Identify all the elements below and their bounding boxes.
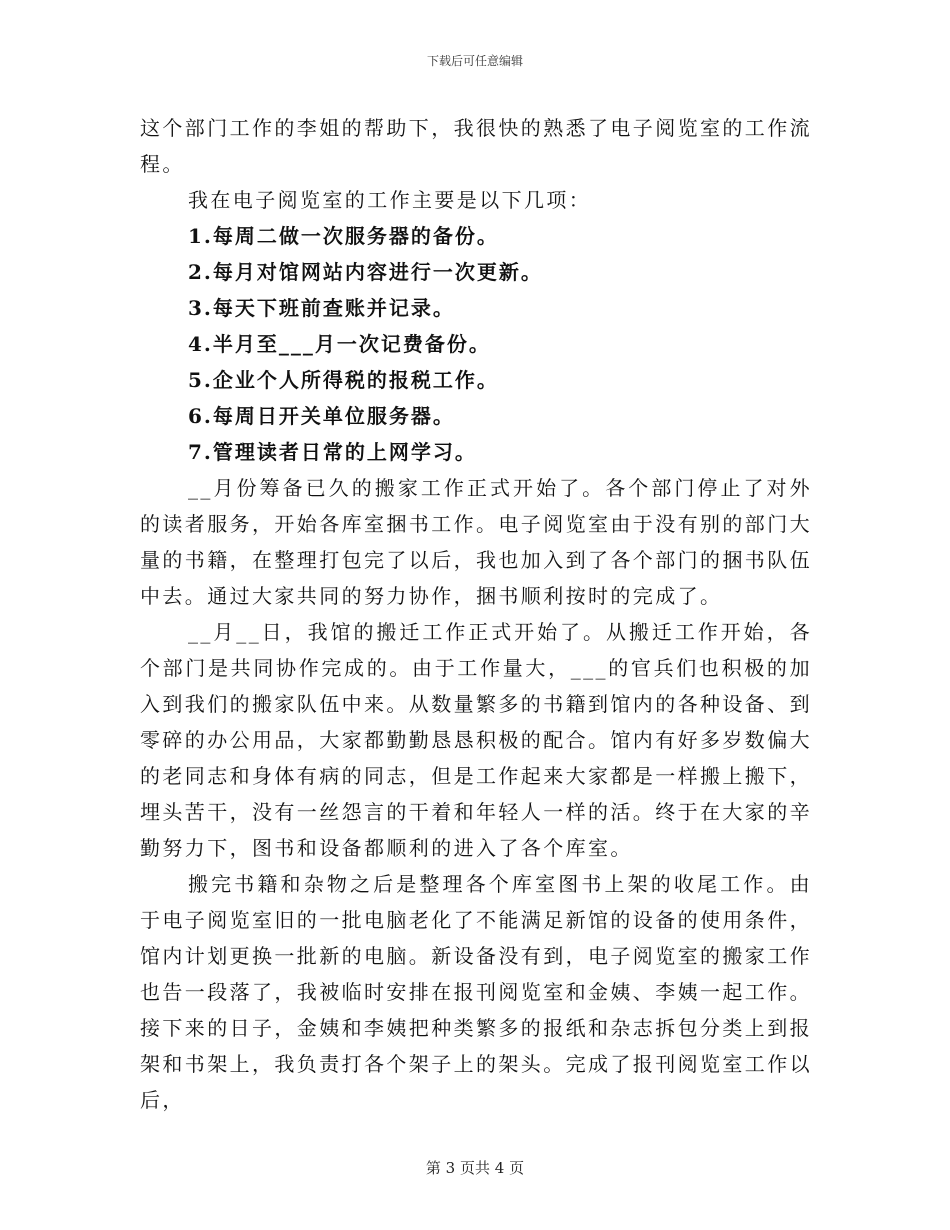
- duty-item: 2.每月对馆网站内容进行一次更新。: [188, 260, 543, 284]
- duty-item: 5.企业个人所得税的报税工作。: [188, 368, 499, 392]
- paragraph-packing: __月份筹备已久的搬家工作正式开始了。各个部门停止了对外的读者服务，开始各库室捆书工作。电子阅览室由于没有别的部门大量的书籍，在整理打包完了以后，我也加入到了各个部门的捆书队伍中去。通过大家共同的努力协作，捆书顺利按时的完成了。: [140, 476, 812, 608]
- page-number: 第 3 页共 4 页: [425, 1159, 525, 1177]
- duty-item: 7.管理读者日常的上网学习。: [188, 440, 477, 464]
- page-header: 下载后可任意编辑: [426, 54, 523, 68]
- duty-item: 3.每天下班前查账并记录。: [188, 296, 455, 320]
- duty-item: 6.每周日开关单位服务器。: [188, 404, 455, 428]
- duty-item: 4.半月至___月一次记费备份。: [188, 332, 491, 356]
- paragraph-shelving: 搬完书籍和杂物之后是整理各个库室图书上架的收尾工作。由于电子阅览室旧的一批电脑老化了不能满足新馆的设备的使用条件，馆内计划更换一批新的电脑。新设备没有到，电子阅览室的搬家工作也告一段落了，我被临时安排在报刊阅览室和金姨、李姨一起工作。接下来的日子，金姨和李姨把种类繁多的报纸和杂志拆包分类上到报架和书架上，我负责打各个架子上的架头。完成了报刊阅览室工作以后，: [140, 872, 812, 1112]
- intro-paragraph: 这个部门工作的李姐的帮助下，我很快的熟悉了电子阅览室的工作流程。: [140, 116, 812, 176]
- duties-heading: 我在电子阅览室的工作主要是以下几项：: [188, 188, 592, 212]
- duty-item: 1.每周二做一次服务器的备份。: [188, 224, 499, 248]
- paragraph-relocation: __月__日，我馆的搬迁工作正式开始了。从搬迁工作开始，各个部门是共同协作完成的。由于工作量大，___的官兵们也积极的加入到我们的搬家队伍中来。从数量繁多的书籍到馆内的各种设备、到零碎的办公用品，大家都勤勤恳恳积极的配合。馆内有好多岁数偏大的老同志和身体有病的同志，但是工作起来大家都是一样搬上搬下，埋头苦干，没有一丝怨言的干着和年轻人一样的活。终于在大家的辛勤努力下，图书和设备都顺利的进入了各个库室。: [140, 620, 812, 860]
- document-body: [140, 110, 812, 1118]
